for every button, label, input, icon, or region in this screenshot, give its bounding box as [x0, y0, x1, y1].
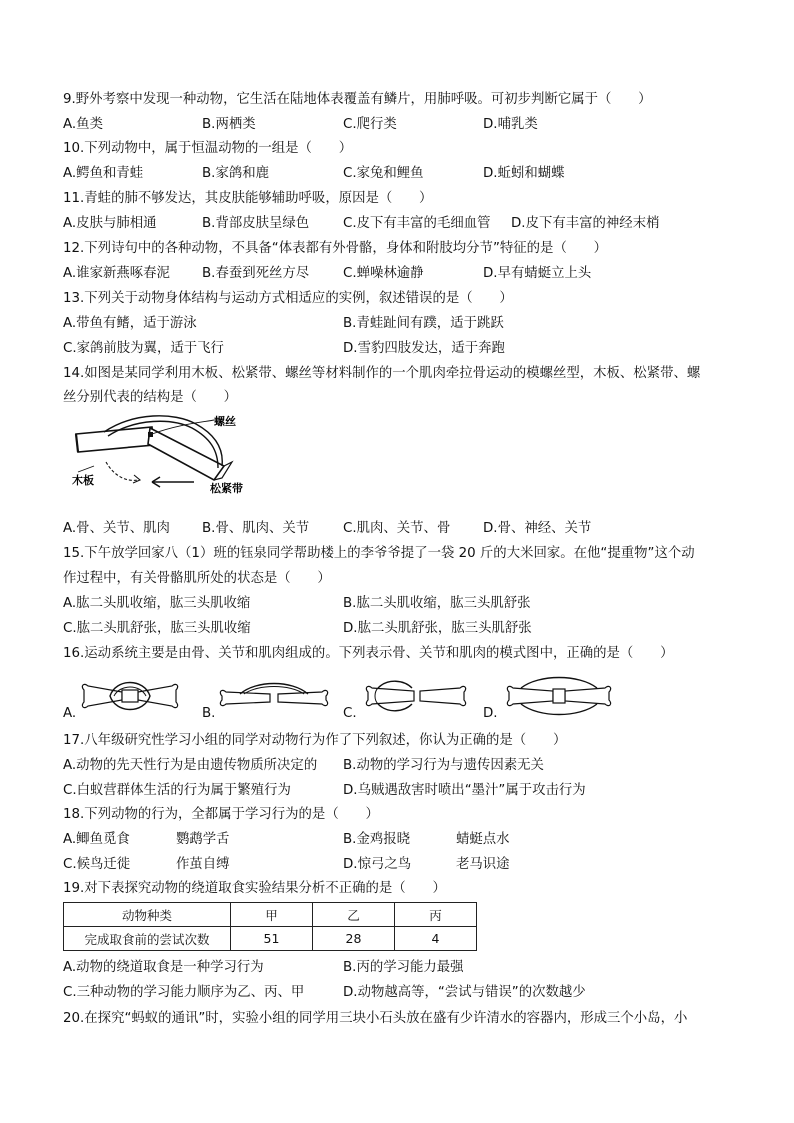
q14-stem-line1: 14.如图是某同学利用木板、松紧带、螺丝等材料制作的一个肌肉牵拉骨运动的模螺丝型，木板、松紧带、螺: [63, 366, 701, 381]
q11-stem: 11.青蛙的肺不够发达，其皮肤能够辅助呼吸，原因是（ ）: [63, 191, 433, 206]
q17-option-c: C.白蚁营群体生活的行为属于繁殖行为: [63, 783, 291, 798]
q11-option-b: B.背部皮肤呈绿色: [202, 216, 310, 231]
table-cell: 完成取食前的尝试次数: [64, 927, 231, 951]
q12-option-a: A.谁家新燕啄春泥: [63, 266, 170, 281]
q18-option-c-second: 作茧自缚: [176, 857, 230, 872]
q10-option-b: B.家鸽和鹿: [202, 166, 270, 181]
q20-stem: 20.在探究“蚂蚁的通讯”时，实验小组的同学用三块小石头放在盛有少许清水的容器内，形成三个小岛，小: [63, 1011, 688, 1026]
q14-option-c: C.肌肉、关节、骨: [343, 521, 451, 536]
q15-option-b: B.肱二头肌收缩，肱三头肌舒张: [343, 596, 531, 611]
figure-label-band: 松紧带: [210, 482, 243, 495]
table-cell: 51: [231, 927, 313, 951]
table-row: [64, 927, 477, 951]
q11-option-d: D.皮下有丰富的神经末梢: [511, 216, 660, 231]
table-header-row: [64, 903, 477, 927]
q11-option-c: C.皮下有丰富的毛细血管: [343, 216, 491, 231]
q9-option-c: C.爬行类: [343, 117, 397, 132]
q18-stem: 18.下列动物的行为，全都属于学习行为的是（ ）: [63, 807, 379, 822]
q18-option-b: B.金鸡报晓: [343, 832, 411, 847]
joint-diagram-b: [218, 680, 330, 714]
q15-stem-line1: 15.下午放学回家八（1）班的钰泉同学帮助楼上的李爷爷提了一袋 20 斤的大米回家。在他“提重物”这个动: [63, 546, 695, 561]
joint-diagram-a: [80, 676, 180, 716]
table-header-cell: 乙: [313, 903, 395, 927]
q19-option-d: D.动物越高等，“尝试与错误”的次数越少: [343, 985, 586, 1000]
q9-option-a: A.鱼类: [63, 117, 103, 132]
q14-stem-line2: 丝分别代表的结构是（ ）: [63, 390, 238, 405]
table-header-cell: 甲: [231, 903, 313, 927]
q13-option-b: B.青蛙趾间有蹼，适于跳跃: [343, 316, 504, 331]
q12-option-b: B.春蚕到死丝方尽: [202, 266, 310, 281]
table-cell: 4: [395, 927, 477, 951]
q14-option-b: B.骨、肌肉、关节: [202, 521, 310, 536]
q16-option-d: D.: [483, 706, 498, 721]
q13-option-a: A.带鱼有鳍，适于游泳: [63, 316, 197, 331]
q10-stem: 10.下列动物中，属于恒温动物的一组是（ ）: [63, 141, 353, 156]
q17-option-d: D.乌贼遇敌害时喷出“墨汁”属于攻击行为: [343, 783, 586, 798]
table-header-cell: 动物种类: [64, 903, 231, 927]
q18-option-d-second: 老马识途: [456, 857, 510, 872]
q10-option-a: A.鳄鱼和青蛙: [63, 166, 144, 181]
q12-option-d: D.早有蜻蜓立上头: [483, 266, 592, 281]
q19-stem: 19.对下表探究动物的绕道取食实验结果分析不正确的是（ ）: [63, 881, 446, 896]
q14-option-d: D.骨、神经、关节: [483, 521, 592, 536]
q17-stem: 17.八年级研究性学习小组的同学对动物行为作了下列叙述，你认为正确的是（ ）: [63, 733, 567, 748]
joint-diagram-d: [505, 676, 613, 716]
q9-stem: 9.野外考察中发现一种动物，它生活在陆地体表覆盖有鳞片，用肺呼吸。可初步判断它属于（ ）: [63, 92, 652, 107]
table-cell: 28: [313, 927, 395, 951]
q10-option-d: D.蚯蚓和蝴蝶: [483, 166, 565, 181]
table-header-cell: 丙: [395, 903, 477, 927]
q17-option-b: B.动物的学习行为与遗传因素无关: [343, 758, 544, 773]
q9-option-b: B.两栖类: [202, 117, 256, 132]
joint-diagram-c: [364, 676, 468, 716]
q18-option-c: C.候鸟迁徙: [63, 857, 131, 872]
q11-option-a: A.皮肤与肺相通: [63, 216, 157, 231]
q19-option-c: C.三种动物的学习能力顺序为乙、丙、甲: [63, 985, 305, 1000]
figure-label-board: 木板: [72, 474, 94, 487]
q18-option-a-second: 鹦鹉学舌: [176, 832, 230, 847]
q13-option-d: D.雪豹四肢发达，适于奔跑: [343, 341, 505, 356]
q16-option-b: B.: [202, 706, 216, 721]
q18-option-b-second: 蜻蜓点水: [456, 832, 510, 847]
q19-option-a: A.动物的绕道取食是一种学习行为: [63, 960, 264, 975]
q15-option-a: A.肱二头肌收缩，肱三头肌收缩: [63, 596, 251, 611]
q19-option-b: B.丙的学习能力最强: [343, 960, 464, 975]
figure-label-screw: 螺丝: [214, 415, 236, 428]
muscle-model-figure: [64, 414, 274, 510]
q18-option-d: D.惊弓之鸟: [343, 857, 412, 872]
q15-option-c: C.肱二头肌舒张，肱三头肌收缩: [63, 621, 251, 636]
q16-option-a: A.: [63, 706, 77, 721]
q10-option-c: C.家兔和鲤鱼: [343, 166, 424, 181]
q15-option-d: D.肱二头肌舒张，肱三头肌舒张: [343, 621, 532, 636]
q16-option-c: C.: [343, 706, 357, 721]
q13-stem: 13.下列关于动物身体结构与运动方式相适应的实例，叙述错误的是（ ）: [63, 291, 513, 306]
q9-option-d: D.哺乳类: [483, 117, 538, 132]
q13-option-c: C.家鸽前肢为翼，适于飞行: [63, 341, 224, 356]
q14-option-a: A.骨、关节、肌肉: [63, 521, 170, 536]
q17-option-a: A.动物的先天性行为是由遗传物质所决定的: [63, 758, 318, 773]
q15-stem-line2: 作过程中，有关骨骼肌所处的状态是（ ）: [63, 571, 331, 586]
q16-stem: 16.运动系统主要是由骨、关节和肌肉组成的。下列表示骨、关节和肌肉的模式图中，正确的是（ ）: [63, 646, 674, 661]
q12-option-c: C.蝉噪林逾静: [343, 266, 424, 281]
detour-feeding-table: [63, 902, 477, 951]
q18-option-a: A.鲫鱼觅食: [63, 832, 130, 847]
q12-stem: 12.下列诗句中的各种动物，不具备“体表都有外骨骼，身体和附肢均分节”特征的是（ ）: [63, 241, 608, 256]
